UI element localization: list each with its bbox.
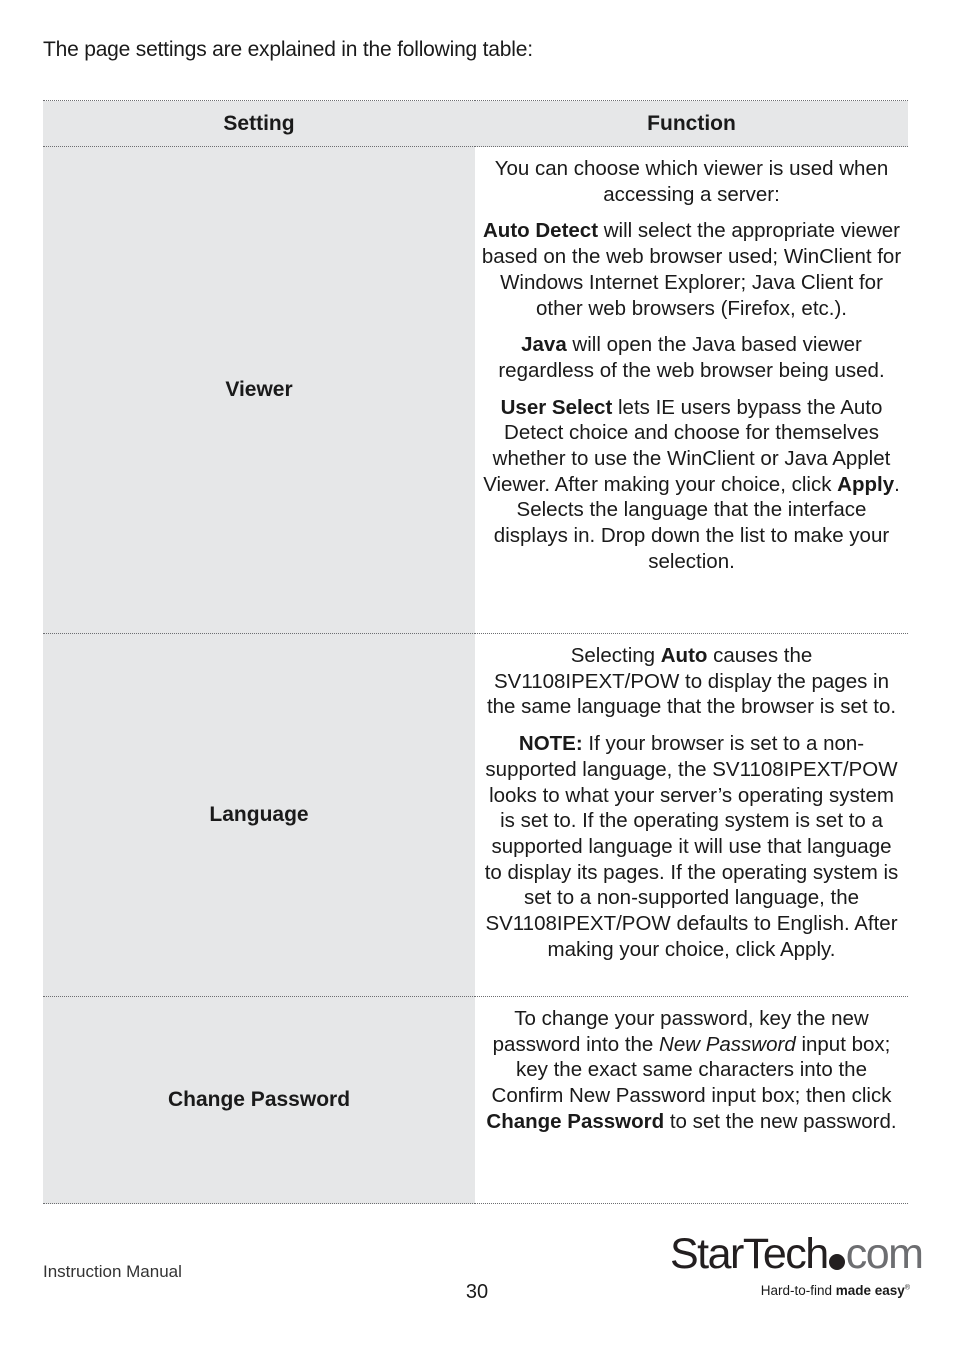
- text-run: lets IE users bypass the Auto Detect choice and choose for themselves whether to use the WinClient or Java Applet Viewer. After making your choice, click: [483, 395, 891, 496]
- function-paragraph: [481, 731, 902, 962]
- tagline-bold: made easy: [835, 1283, 905, 1298]
- italic-text: New Password: [659, 1032, 796, 1056]
- table-header-row: [43, 101, 908, 147]
- function-paragraph: [481, 643, 902, 720]
- function-paragraph: [481, 395, 902, 575]
- setting-name: Viewer: [43, 147, 475, 634]
- settings-table: [43, 100, 908, 1204]
- column-header-setting: Setting: [43, 101, 475, 147]
- bold-text: Apply: [837, 472, 895, 496]
- text-run: will select the appropriate viewer based on the web browser used; WinClient for Windows Internet Explorer; Java Client for other web browsers (Firefox, etc.).: [481, 219, 902, 320]
- column-header-function: Function: [475, 101, 908, 147]
- logo-brand: StarTech: [670, 1230, 828, 1278]
- function-paragraph: [481, 1006, 902, 1135]
- text-run: to set the new password.: [664, 1109, 897, 1133]
- text-run: input box; key the exact same characters into the Confirm New Password input box; then click: [491, 1032, 892, 1108]
- bold-text: User Select: [500, 395, 613, 419]
- text-run: You can choose which viewer is used when accessing a server:: [494, 157, 889, 206]
- function-paragraph: [481, 218, 902, 321]
- bold-text: Auto: [660, 644, 708, 667]
- setting-name: Language: [43, 634, 475, 997]
- bold-text: Java: [521, 333, 567, 357]
- manual-label: Instruction Manual: [43, 1262, 182, 1281]
- text-run: . Selects the language that the interface displays in. Drop down the list to make your selection.: [493, 472, 900, 573]
- text-run: Selecting: [570, 644, 661, 667]
- logo-tld: com: [845, 1230, 923, 1278]
- function-paragraph: [481, 156, 902, 207]
- intro-text: The page settings are explained in the following table:: [43, 38, 533, 61]
- page-number: 30: [465, 1281, 489, 1303]
- table-row: [43, 997, 908, 1204]
- logo-tagline: [761, 1283, 910, 1298]
- table-row: [43, 147, 908, 634]
- text-run: To change your password, key the new password into the: [492, 1007, 869, 1056]
- function-description: [475, 147, 908, 634]
- logo-dot-icon: [829, 1254, 845, 1270]
- bold-text: NOTE:: [518, 732, 583, 756]
- table-row: [43, 634, 908, 997]
- text-run: causes the SV1108IPEXT/POW to display the pages in the same language that the browser is set to.: [486, 644, 897, 719]
- logo-wordmark: [670, 1228, 923, 1280]
- function-paragraph: [481, 332, 902, 383]
- text-run: will open the Java based viewer regardless of the web browser being used.: [498, 333, 885, 382]
- bold-text: Auto Detect: [483, 219, 599, 243]
- startech-logo: [670, 1228, 923, 1308]
- setting-name: Change Password: [43, 997, 475, 1204]
- function-description: [475, 997, 908, 1204]
- bold-text: Change Password: [486, 1109, 665, 1133]
- text-run: If your browser is set to a non-supported language, the SV1108IPEXT/POW looks to what your server’s operating system is set to. If the operating system is set to a supported language it will use that language to display its pages. If the operating system is set to a non-supported language, the SV1108IPEXT/POW defaults to English. After making your choice, click Apply.: [484, 732, 899, 961]
- registered-mark: ®: [904, 1284, 910, 1292]
- tagline-regular: Hard-to-find: [760, 1283, 836, 1298]
- function-description: [475, 634, 908, 997]
